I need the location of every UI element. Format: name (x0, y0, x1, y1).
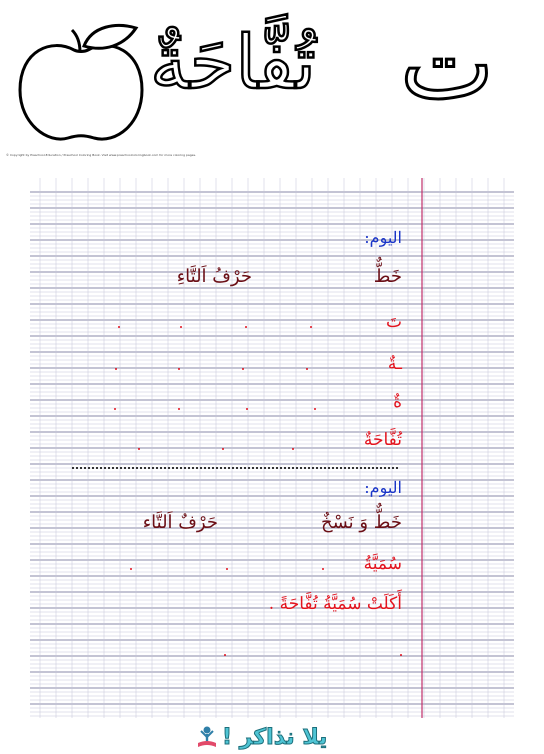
practice-row-3: ةٌ (393, 392, 402, 412)
header-word: تُفَّاحَةٌ (150, 20, 316, 106)
trace-dot (242, 368, 244, 370)
section2-title-right: حَرْفٌ اَلتَّاء (142, 512, 218, 533)
trace-dot (226, 568, 228, 570)
trace-dot (322, 568, 324, 570)
header-letter: ت (400, 5, 495, 122)
trace-dot (130, 568, 132, 570)
trace-dot (138, 448, 140, 450)
footer-logo (196, 724, 327, 750)
practice-sentence-2: أَكَلَتْ سُمَيَّةُ تُفَّاحَةً . (268, 594, 402, 614)
trace-dot (178, 368, 180, 370)
practice-row-2: ـةٌ (387, 354, 402, 374)
trace-dot (222, 448, 224, 450)
apple-outline-icon (12, 20, 152, 148)
trace-dot (114, 408, 116, 410)
trace-dot (400, 654, 402, 656)
trace-dot (314, 408, 316, 410)
worksheet-header (0, 0, 544, 160)
section1-title-left: خَطٌّ (373, 266, 402, 287)
date-label-1: اليوم: (364, 228, 402, 247)
practice-row-1: تَ (385, 312, 402, 332)
copyright-note: © Copyright by Preschool-Education / Preschool Coloring Book. Visit www.preschoolcoloringbook.com for more coloring pages. (6, 153, 197, 157)
trace-dot (180, 326, 182, 328)
logo-text: يلا نذاكر ! (222, 724, 328, 750)
practice-sentence-1: سُمَيَّةُ (363, 554, 402, 574)
practice-row-4: تُفَّاحَةٌ (363, 430, 402, 450)
trace-dot (292, 448, 294, 450)
date-label-2: اليوم: (364, 478, 402, 497)
book-reader-icon (196, 725, 218, 749)
trace-dot (118, 326, 120, 328)
section-divider (72, 467, 398, 469)
trace-dot (245, 326, 247, 328)
trace-dot (246, 408, 248, 410)
trace-dot (310, 326, 312, 328)
paper-grid (30, 178, 514, 718)
trace-dot (115, 368, 117, 370)
trace-dot (224, 654, 226, 656)
section2-title-left: خَطٌّ وَ نَسْخٌ (320, 512, 402, 533)
section1-title-right: حَرْفُ اَلتَّاءِ (176, 266, 252, 287)
trace-dot (306, 368, 308, 370)
trace-dot (178, 408, 180, 410)
lined-paper (30, 178, 514, 718)
